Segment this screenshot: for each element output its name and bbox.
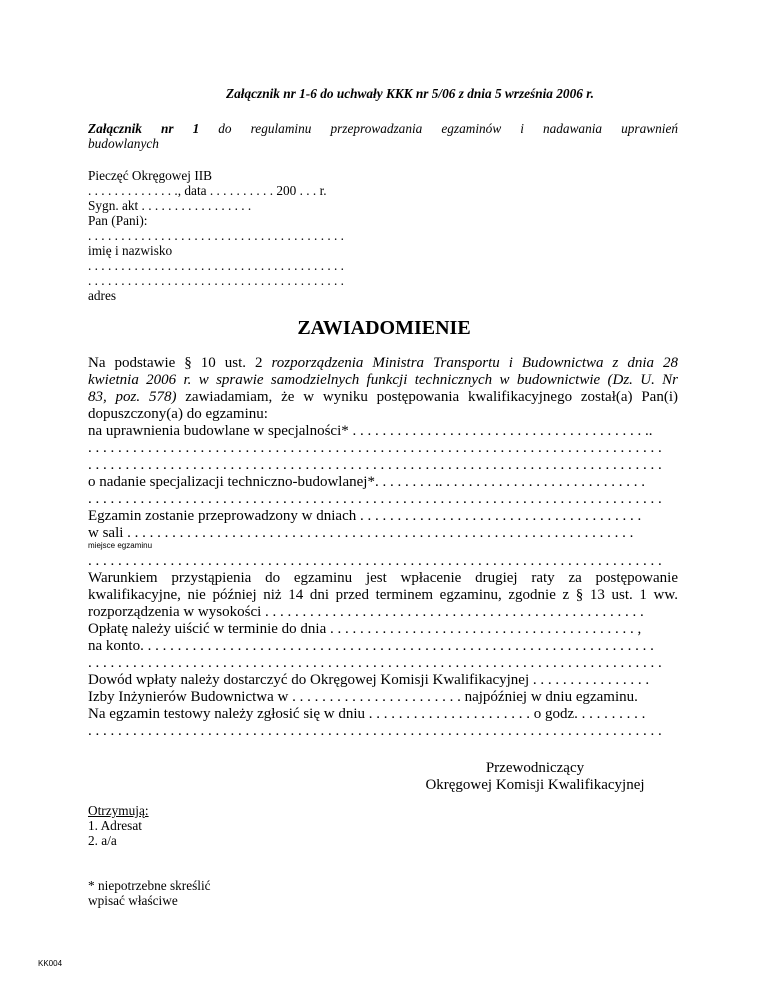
exam-place-label: miejsce egzaminu bbox=[88, 541, 153, 550]
attachment-sub-rest: do regulaminu przeprowadzania egzaminów i nadawania uprawnień bbox=[199, 121, 678, 136]
attachment-title: Załącznik nr 1-6 do uchwały KKK nr 5/06 z dnia 5 września 2006 r. bbox=[226, 86, 594, 101]
chamber-line: Izby Inżynierów Budownictwa w . . . . . . . . . . . . . . . . . . . . . . . najpóźniej w dniu egzaminu. bbox=[88, 689, 638, 705]
body-p1-line3-a: 83, poz. 578) bbox=[88, 389, 177, 405]
stamp-label: Pieczęć Okręgowej IIB bbox=[88, 168, 213, 183]
address-label: adres bbox=[88, 288, 117, 303]
date-line: . . . . . . . . . . . . . ., data . . . . . . . . . . 200 . . . r. bbox=[88, 183, 327, 198]
dots-line-6: . . . . . . . . . . . . . . . . . . . . . . . . . . . . . . . . . . . . . . . . . . . . . . . . . . . . . . . . . . . . . . . . . . . . . . . . . . . . . bbox=[88, 723, 662, 739]
address-dots-2: . . . . . . . . . . . . . . . . . . . . . . . . . . . . . . . . . . . . . . . bbox=[88, 273, 344, 288]
attachment-sub-prefix: Załącznik nr 1 bbox=[88, 121, 200, 136]
case-number: Sygn. akt . . . . . . . . . . . . . . . . . bbox=[88, 198, 252, 213]
dots-line-2: . . . . . . . . . . . . . . . . . . . . . . . . . . . . . . . . . . . . . . . . . . . . . . . . . . . . . . . . . . . . . . . . . . . . . . . . . . . . . bbox=[88, 457, 662, 473]
dots-line-5: . . . . . . . . . . . . . . . . . . . . . . . . . . . . . . . . . . . . . . . . . . . . . . . . . . . . . . . . . . . . . . . . . . . . . . . . . . . . . bbox=[88, 655, 662, 671]
body-p1-line4: dopuszczony(a) do egzaminu: bbox=[88, 406, 268, 422]
specialty-line: na uprawnienia budowlane w specjalności* . . . . . . . . . . . . . . . . . . . . . . . . . . . . . . . . . . . . . . . .. bbox=[88, 423, 653, 439]
page-title: ZAWIADOMIENIE bbox=[297, 317, 471, 339]
body-p2-line1: Warunkiem przystąpienia do egzaminu jest wpłacenie drugiej raty za postępowanie bbox=[88, 570, 678, 586]
recipient-item-2: 2. a/a bbox=[88, 833, 117, 848]
note-strike: * niepotrzebne skreślić bbox=[88, 878, 211, 893]
name-dots: . . . . . . . . . . . . . . . . . . . . . . . . . . . . . . . . . . . . . . . bbox=[88, 228, 344, 243]
room-line: w sali . . . . . . . . . . . . . . . . . . . . . . . . . . . . . . . . . . . . . . . . . . . . . . . . . . . . . . . . . . . . . . . . . . . . bbox=[88, 525, 634, 541]
dots-line-3: . . . . . . . . . . . . . . . . . . . . . . . . . . . . . . . . . . . . . . . . . . . . . . . . . . . . . . . . . . . . . . . . . . . . . . . . . . . . . bbox=[88, 491, 662, 507]
note-fill: wpisać właściwe bbox=[88, 893, 178, 908]
body-p1-line1-b: rozporządzenia Ministra Transportu i Budownictwa z dnia 28 bbox=[271, 355, 678, 371]
attachment-sub-line1 bbox=[88, 121, 678, 136]
address-dots-1: . . . . . . . . . . . . . . . . . . . . . . . . . . . . . . . . . . . . . . . bbox=[88, 258, 344, 273]
proof-line: Dowód wpłaty należy dostarczyć do Okręgowej Komisji Kwalifikacyjnej . . . . . . . . . . . . . . . . bbox=[88, 672, 650, 688]
signature-line1: Przewodniczący bbox=[485, 760, 585, 776]
dots-line-4: . . . . . . . . . . . . . . . . . . . . . . . . . . . . . . . . . . . . . . . . . . . . . . . . . . . . . . . . . . . . . . . . . . . . . . . . . . . . . bbox=[88, 553, 662, 569]
specialization-line: o nadanie specjalizacji techniczno-budowlanej*. . . . . . . . .. . . . . . . . . . . . . . . . . . . . . . . . . . . . bbox=[88, 474, 645, 490]
recipient-item-1: 1. Adresat bbox=[88, 818, 142, 833]
test-exam-line: Na egzamin testowy należy zgłosić się w dniu . . . . . . . . . . . . . . . . . . . . . . o godz. . . . . . . . . . bbox=[88, 706, 646, 722]
dots-line-1: . . . . . . . . . . . . . . . . . . . . . . . . . . . . . . . . . . . . . . . . . . . . . . . . . . . . . . . . . . . . . . . . . . . . . . . . . . . . . bbox=[88, 440, 662, 456]
body-p1-line3-b: zawiadamiam, że w wyniku postępowania kwalifikacyjnego został(a) Pan(i) bbox=[176, 389, 678, 405]
account-line: na konto. . . . . . . . . . . . . . . . . . . . . . . . . . . . . . . . . . . . . . . . . . . . . . . . . . . . . . . . . . . . . . . . . . . . . bbox=[88, 638, 654, 654]
body-p1-line3 bbox=[88, 389, 678, 406]
body-p1-line1-a: Na podstawie § 10 ust. 2 bbox=[88, 355, 272, 371]
body-p1-line1 bbox=[88, 355, 678, 372]
name-label: imię i nazwisko bbox=[88, 243, 173, 258]
payment-deadline-line: Opłatę należy uiścić w terminie do dnia . . . . . . . . . . . . . . . . . . . . . . . . . . . . . . . . . . . . . . . . . , bbox=[88, 621, 642, 637]
body-p2-line2: kwalifikacyjne, nie później niż 14 dni przed terminem egzaminu, zgodnie z § 13 ust. 1 ww. bbox=[88, 587, 678, 603]
attachment-sub-line2: budowlanych bbox=[88, 136, 159, 151]
body-p2-line3: rozporządzenia w wysokości . . . . . . . . . . . . . . . . . . . . . . . . . . . . . . . . . . . . . . . . . . . . . . . . . . . bbox=[88, 604, 644, 620]
signature-line2: Okręgowej Komisji Kwalifikacyjnej bbox=[425, 777, 645, 793]
footer-code: KK004 bbox=[38, 959, 63, 968]
exam-days-line: Egzamin zostanie przeprowadzony w dniach . . . . . . . . . . . . . . . . . . . . . . . . . . . . . . . . . . . . . . bbox=[88, 508, 642, 524]
recipient-label: Pan (Pani): bbox=[88, 213, 148, 228]
body-p1-line2: kwietnia 2006 r. w sprawie samodzielnych funkcji technicznych w budownictwie (Dz. U. Nr bbox=[88, 372, 678, 388]
recipients-heading: Otrzymują: bbox=[88, 803, 149, 818]
